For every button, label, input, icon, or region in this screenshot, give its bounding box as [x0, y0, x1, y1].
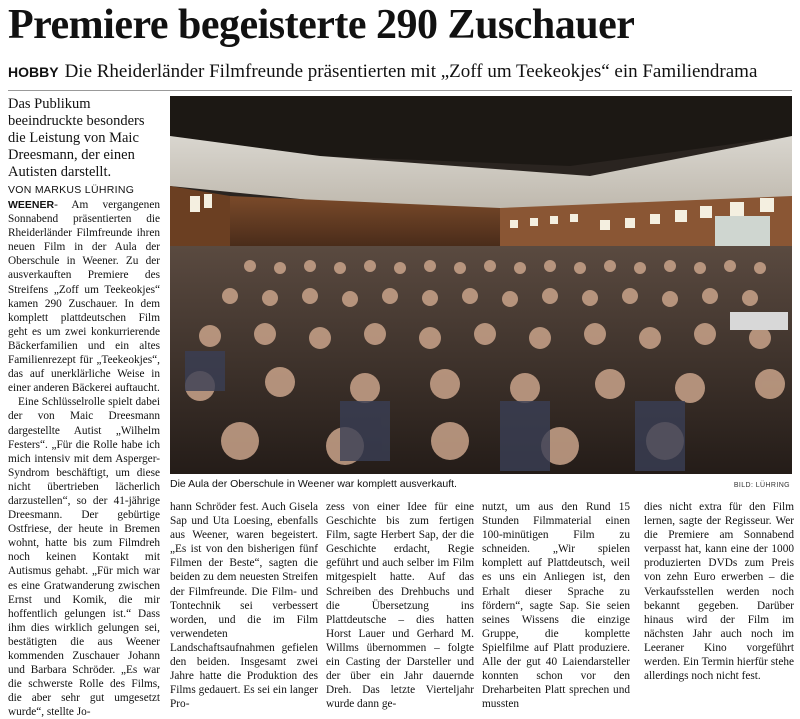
section-tag: HOBBY	[8, 64, 59, 80]
paragraph: hann Schröder fest. Auch Gisela Sap und Uta Loesing, ebenfalls aus Weener, waren begeistert. „Es ist von den bisherigen fünf Filmen der Beste“, sagten die beiden zu dem neuesten Streifen der Filmfreunde. Die Film- und Tontechnik sei verbessert worden, und die im Film verwendeten Landschaftsaufnahmen gefielen den beiden. Insgesamt zwei Jahre hatte die Produktion des Films gedauert. Es sei ein langer Pro-	[170, 501, 318, 711]
headline: Premiere begeisterte 290 Zuschauer	[8, 2, 635, 48]
paragraph: WEENER- Am vergangenen Sonnabend präsentierten die Rheiderländer Filmfreunde ihren neuen Film in der Aula der Oberschule in Weener. Zu der ausverkauften Premiere des Streifens „Zoff um Teekeokjes“ kamen 290 Zuschauer. In dem komplett plattdeutschen Film geht es um zwei konkurrierende Bäckerfamilien und ein altes Familienrezept für „Teekeokjes“, das auf unerklärliche Weise in einer anderen Bäckerei auftaucht.	[8, 199, 160, 395]
author-byline: VON MARKUS LÜHRING	[8, 184, 135, 196]
article-column-2	[170, 500, 318, 711]
teaser-text: Das Publikum beeindruckte besonders die Leistung von Maic Dreesmann, der einen Autisten darstellt.	[8, 96, 145, 180]
dateline: WEENER	[8, 199, 55, 211]
divider	[8, 90, 792, 91]
paragraph: zess von einer Idee für eine Geschichte bis zum fertigen Film, sagte Herbert Sap, der die Geschichte erdacht, Regie geführt und auch selber im Film mitgespielt hatte. Auf das Schreiben des Drehbuchs und die Übersetzung ins Plattdeutsche – dies hatten Horst Lauer und Gerhard M. Willms übernommen – folgte ein Casting der Darsteller und der über ein Jahr dauernde Dreh. Das letzte Vierteljahr wurde dann ge-	[326, 501, 474, 711]
photo-credit: BILD: LÜHRING	[733, 482, 790, 489]
paragraph: dies nicht extra für den Film lernen, sagte der Regisseur. Wer die Premiere am Sonnabend verpasst hat, kann eine der 1000 produzierten DVDs zum Preis von zehn Euro erwerben – die Verkaufsstellen werden noch bekannt gegeben. Darüber hinaus wird der Film im nächsten Jahr auch noch im Leeraner Kino vorgeführt werden. Ein Termin hierfür stehe allerdings noch nicht fest.	[644, 501, 794, 683]
caption-text: Die Aula der Oberschule in Weener war komplett ausverkauft.	[170, 478, 457, 490]
subline-text: Die Rheiderländer Filmfreunde präsentierten mit „Zoff um Teekeokjes“ ein Familiendrama	[64, 61, 758, 82]
article-column-5	[644, 500, 794, 682]
photo-caption	[170, 477, 792, 495]
auditorium-photo	[170, 96, 792, 474]
paragraph: nutzt, um aus den Rund 15 Stunden Filmmaterial einen 100-minütigen Film zu schneiden. „Wir spielen komplett auf Plattdeutsch, weil es uns ein Anliegen ist, den Erhalt dieser Sprache zu fördern“, sagte Sap. Sie seien seines Wissens die einzige Gruppe, die komplette Spielfilme auf Platt produziere. Alle der gut 40 Laiendarsteller konnten schon vor den Dreharbeiten Platt sprechen und mussten	[482, 501, 630, 711]
article-column-1	[8, 198, 160, 719]
paragraph: Eine Schlüsselrolle spielt dabei der von Maic Dreesmann dargestellte Autist „Wilhelm Festers“. „Für die Rolle habe ich mich intensiv mit dem Asperger-Syndrom beschäftigt, um diese nicht übertrieben lächerlich darzustellen“, so der 41-jährige Dreesmann. Der gebürtige Ostfriese, der heute in Bremen wohnt, hatte bis zum Filmdreh noch keinen Kontakt mit Autismus gehabt. „Für mich war es eine Gratwanderung zwischen Ernst und Komik, die mir hoffentlich gelungen ist.“ Dass ihm dies wirklich gelungen sei, bestätigten die aus Weener kommenden Zuschauer Johann und Barbara Schröder. „Es war die schwerste Rolle des Films, die aber sehr gut umgesetzt wurde“, stellte Jo-	[8, 396, 160, 719]
article-column-4	[482, 500, 630, 711]
article-column-3	[326, 500, 474, 711]
subline	[8, 60, 792, 84]
